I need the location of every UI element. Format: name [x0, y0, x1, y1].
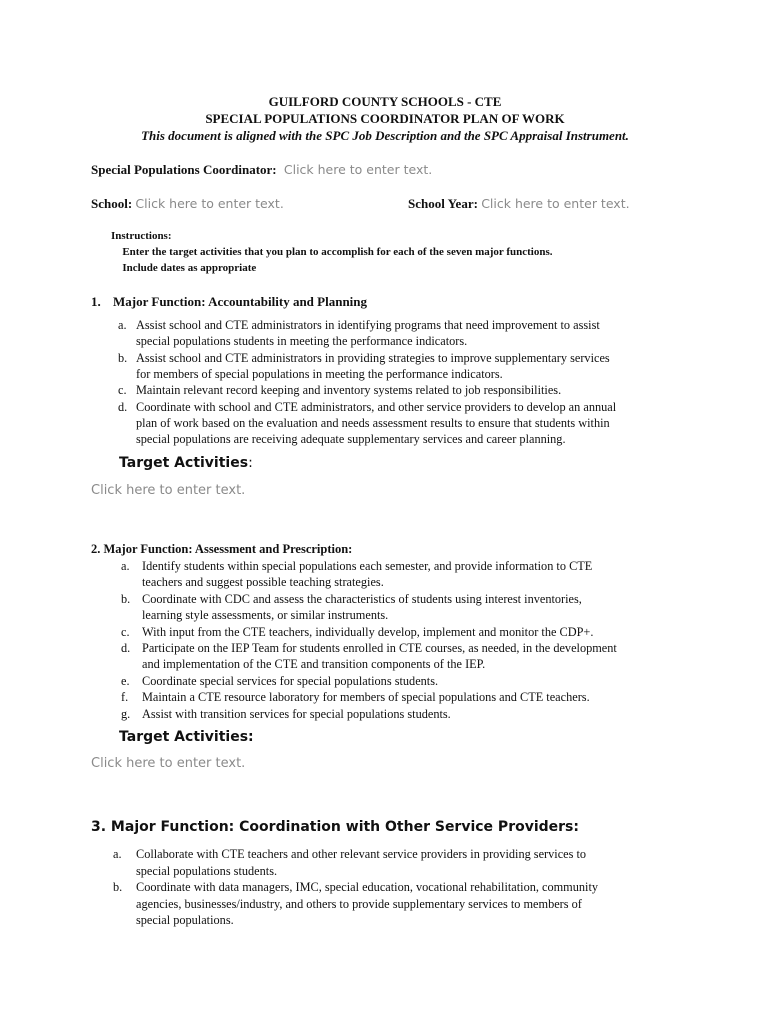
instruction-item: [111, 262, 256, 274]
list-item-text: Assist school and CTE administrators in providing strategies to improve supplementary services: [136, 350, 610, 365]
list-item-text: With input from the CTE teachers, individually develop, implement and monitor the CDP+.: [142, 624, 594, 639]
section3-title: 3. Major Function: Coordination with Other Service Providers:: [91, 819, 579, 835]
list-item-text: special populations students.: [136, 863, 278, 878]
coordinator-field: [91, 162, 432, 178]
school-year-field: [408, 196, 630, 212]
list-item-marker: c.: [121, 624, 130, 639]
doc-subtitle: This document is aligned with the SPC Job Description and the SPC Appraisal Instrument.: [141, 128, 629, 143]
list-item-text: learning style assessments, or similar instruments.: [142, 608, 389, 623]
list-item-text: Collaborate with CTE teachers and other relevant service providers in providing services to: [136, 847, 587, 861]
school-year-input[interactable]: Click here to enter text.: [481, 196, 630, 211]
instruction-item: [111, 246, 553, 258]
section1-target-input[interactable]: Click here to enter text.: [91, 483, 246, 498]
bullet-icon: [111, 246, 120, 258]
list-item-text: agencies, businesses/industry, and others to provide supplementary services to members of: [136, 896, 582, 911]
list-item-text: teachers and suggest possible teaching strategies.: [142, 575, 384, 590]
list-item-marker: d.: [118, 399, 128, 414]
list-item-text: Assist school and CTE administrators in identifying programs that need improvement to assist: [136, 318, 600, 332]
coordinator-label: Special Populations Coordinator:: [91, 162, 277, 177]
list-item-text: plan of work based on the evaluation and needs assessment results to ensure that students within: [136, 415, 610, 430]
section2-target-heading: Target Activities:: [119, 729, 254, 745]
school-input[interactable]: Click here to enter text.: [135, 196, 284, 211]
doc-title-line1: GUILFORD COUNTY SCHOOLS - CTE: [268, 94, 502, 109]
list-item-marker: b.: [113, 880, 123, 894]
list-item-marker: a.: [118, 318, 127, 332]
list-item-text: special populations.: [136, 913, 234, 927]
list-item-text: Maintain relevant record keeping and inventory systems related to job responsibilities.: [136, 383, 562, 398]
list-item-marker: a.: [121, 559, 130, 573]
list-item-text: for members of special populations in meeting the performance indicators.: [136, 366, 503, 381]
list-item-marker: b.: [121, 591, 131, 606]
target-activities-label: Target Activities: [119, 455, 249, 471]
instruction-text: Enter the target activities that you plan to accomplish for each of the seven major functions.: [111, 246, 542, 258]
list-item-text: Identify students within special populations each semester, and provide information to CTE: [142, 559, 593, 573]
section1-target-heading: [119, 455, 253, 471]
section1-title: Major Function: Accountability and Planning: [113, 294, 368, 309]
coordinator-input[interactable]: Click here to enter text.: [283, 162, 433, 177]
list-item-text: special populations are receiving adequate supplementary services and career planning.: [136, 432, 566, 447]
school-year-label: School Year:: [408, 196, 478, 211]
list-item-marker: f.: [121, 690, 129, 705]
list-item-marker: g.: [121, 706, 131, 721]
list-item-marker: e.: [121, 673, 130, 688]
target-activities-colon: :: [248, 455, 253, 471]
list-item-text: special populations students in meeting the performance indicators.: [136, 334, 468, 349]
doc-title-line2: SPECIAL POPULATIONS COORDINATOR PLAN OF WORK: [205, 111, 565, 126]
list-item-marker: a.: [113, 847, 122, 861]
section2-title: 2. Major Function: Assessment and Prescription:: [91, 542, 353, 556]
school-field: [91, 196, 284, 212]
list-item-marker: c.: [118, 383, 127, 398]
section1-number: 1.: [91, 294, 101, 309]
section2-target-input[interactable]: Click here to enter text.: [91, 756, 246, 771]
list-item-text: Coordinate with school and CTE administrators, and other service providers to develop an annual: [136, 399, 617, 414]
instruction-text: Include dates as appropriate: [111, 262, 245, 274]
list-item-text: Maintain a CTE resource laboratory for members of special populations and CTE teachers.: [142, 690, 590, 705]
school-label: School:: [91, 196, 133, 211]
list-item-text: Participate on the IEP Team for students enrolled in CTE courses, as needed, in the development: [142, 641, 617, 655]
list-item-marker: d.: [121, 641, 131, 655]
list-item-text: Coordinate with CDC and assess the characteristics of students using interest inventories,: [142, 591, 582, 606]
list-item-text: Coordinate special services for special populations students.: [142, 673, 439, 688]
list-item-text: Coordinate with data managers, IMC, special education, vocational rehabilitation, community: [136, 880, 599, 894]
list-item-text: Assist with transition services for special populations students.: [142, 706, 451, 721]
list-item-text: and implementation of the CTE and transition components of the IEP.: [142, 657, 486, 672]
list-item-marker: b.: [118, 350, 128, 365]
bullet-icon: [111, 262, 120, 274]
instructions-title: Instructions:: [111, 230, 172, 242]
